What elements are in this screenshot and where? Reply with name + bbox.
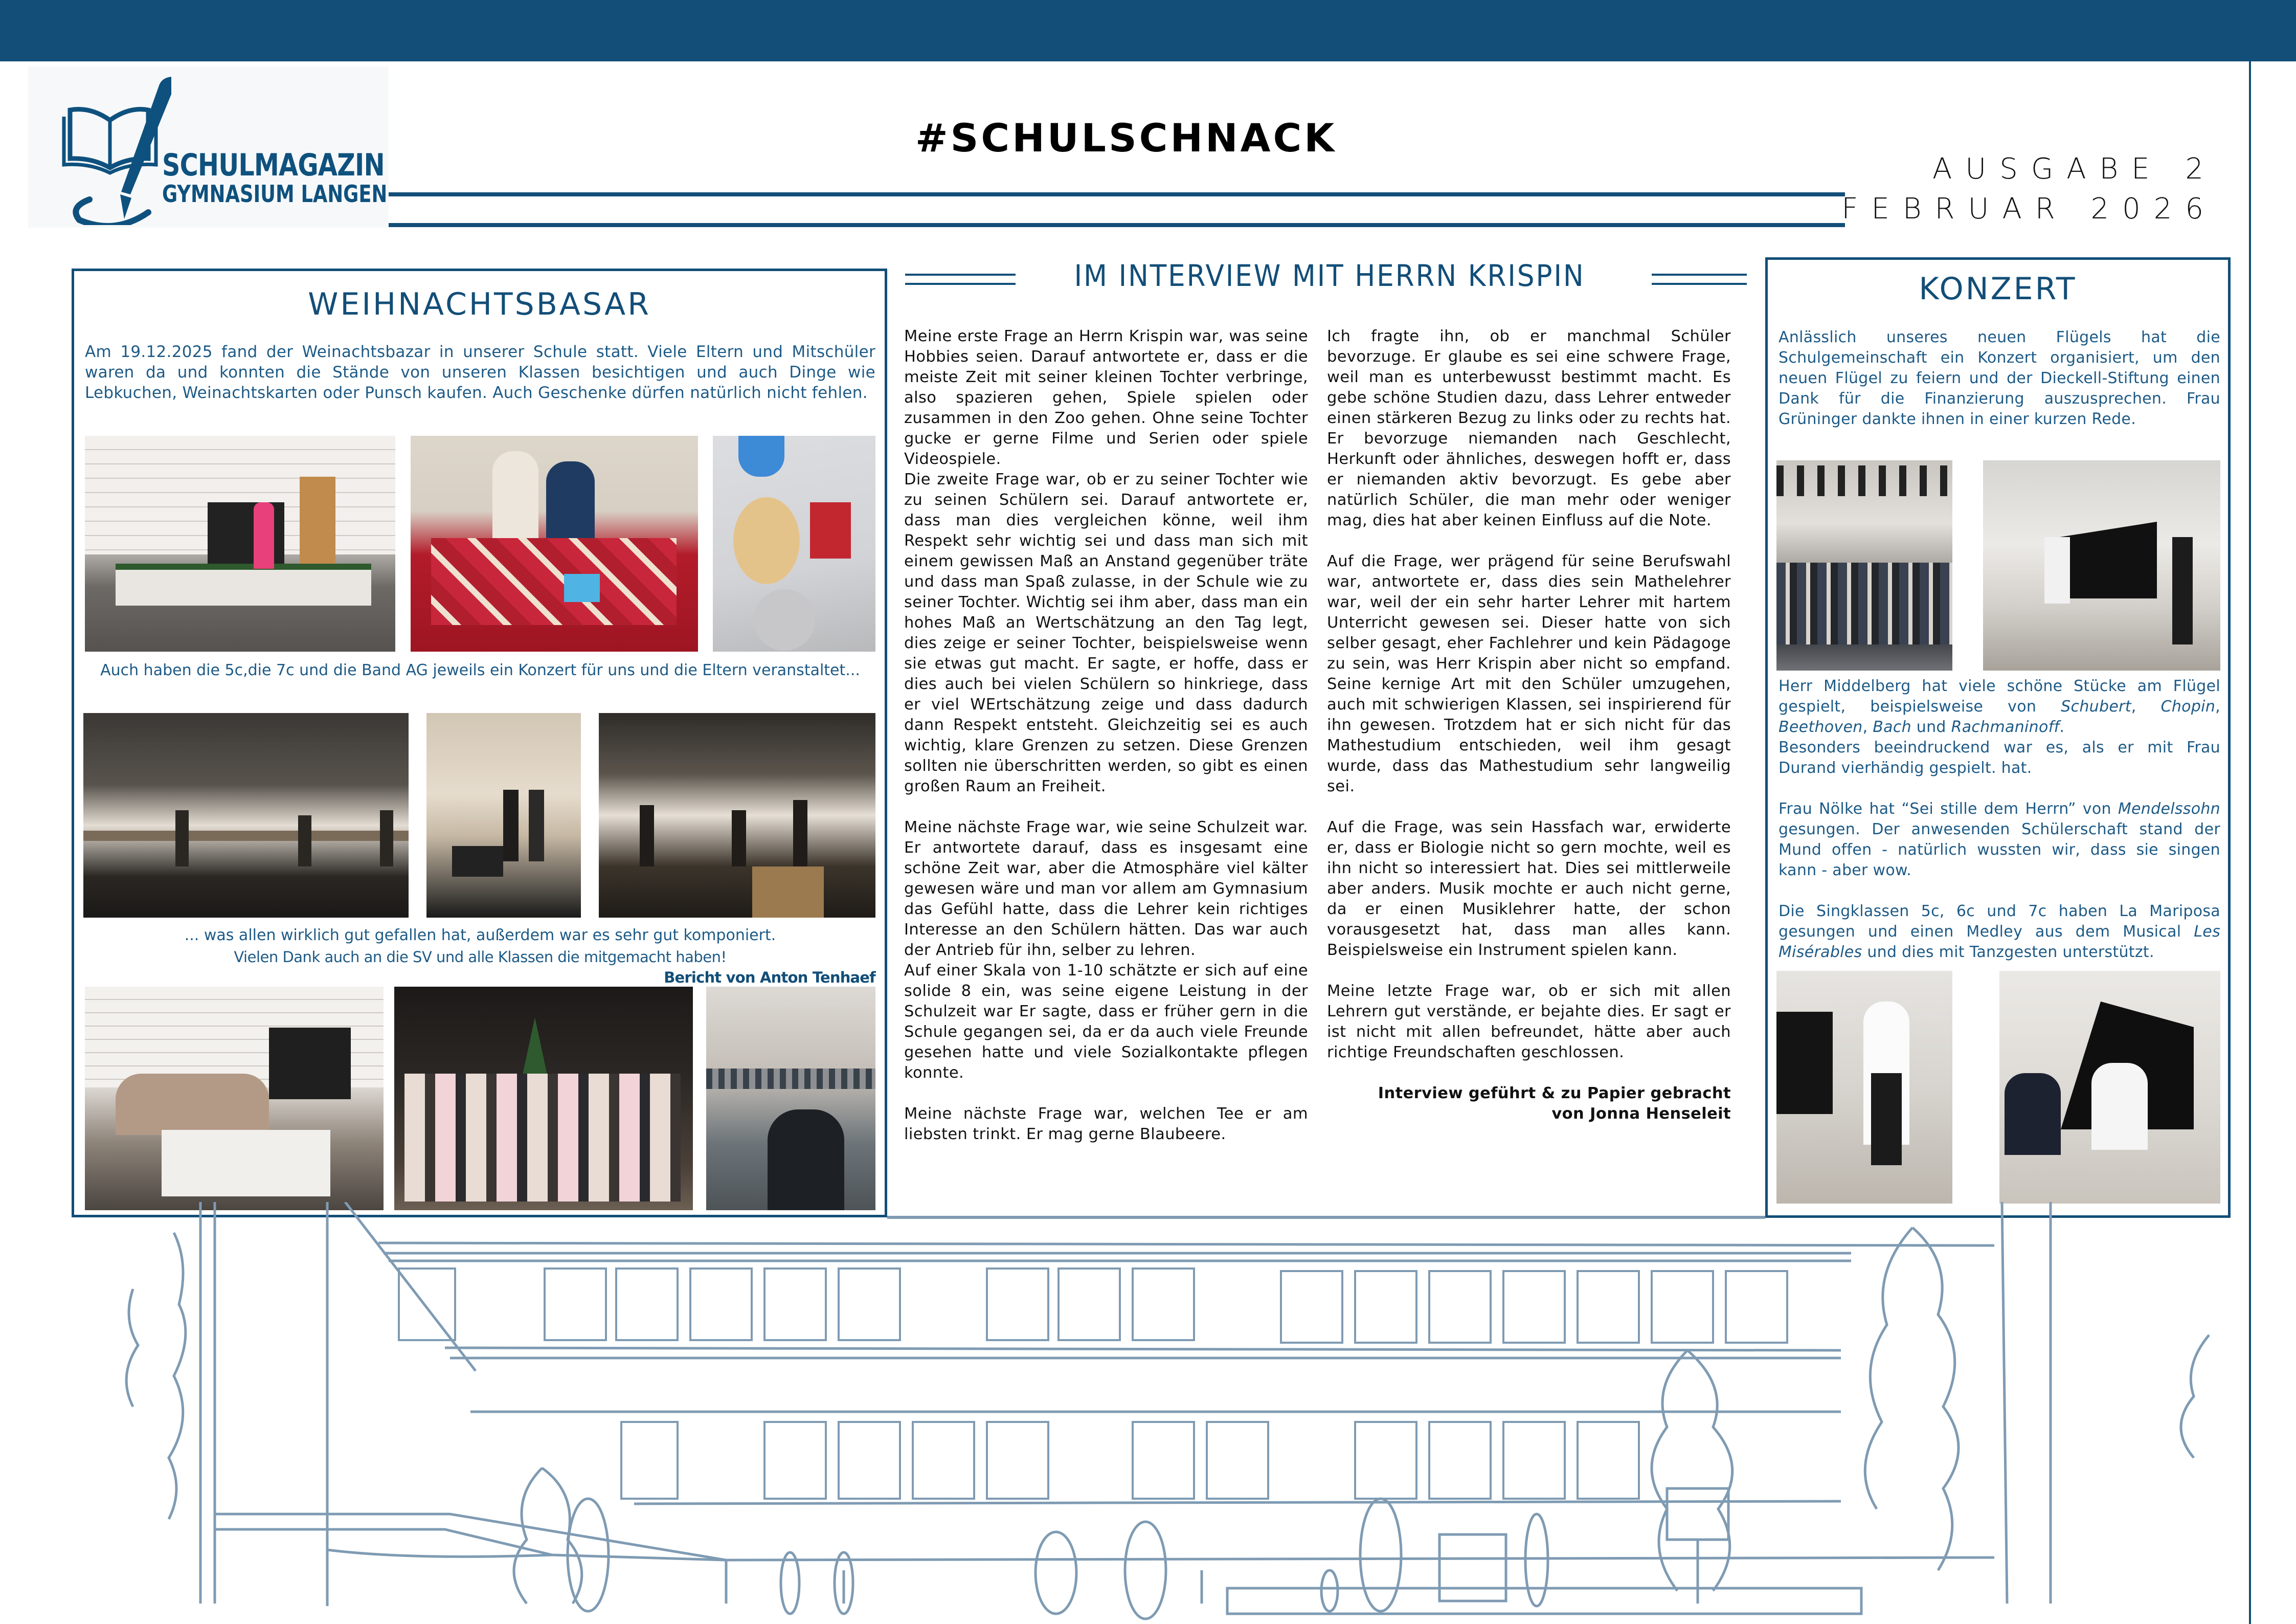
photo-stage-band (83, 713, 409, 918)
weihnachtsbasar-byline: Bericht von Anton Tenhaef (664, 969, 875, 986)
photo-students-group (394, 987, 693, 1210)
photo-students-table (85, 987, 384, 1210)
magazine-title: #SCHULSCHNACK (915, 115, 1337, 161)
konzert-paragraph-1: Anlässlich unseres neuen Flügels hat die Schulgemeinschaft ein Konzert organisiert, um den neuen Flügel zu feiern und der Dieckell-Stiftung einen Dank für die Finanzierung auszusprechen. Frau Grüninger dankte ihnen in einer kurzen Rede. (1779, 328, 2220, 428)
interview-paragraph: Meine nächste Frage war, welchen Tee er am liebsten trinkt. Er mag gerne Blaubeere. (904, 1105, 1308, 1143)
weihnachtsbasar-caption-thanks-1: ... was allen wirklich gut gefallen hat, außerdem war es sehr gut komponiert. (184, 926, 776, 944)
photo-stage-band-wide (599, 713, 875, 918)
interview-byline: Interview geführt & zu Papier gebracht von Jonna Henseleit (1378, 1084, 1731, 1123)
masthead-rule-bottom (389, 223, 1845, 227)
school-magazine-logo (28, 66, 389, 228)
konzert-paragraph-4 (1779, 901, 2220, 963)
interview-column-1 (904, 326, 1308, 1145)
masthead-rule-top (389, 192, 1845, 196)
photo-stage-singers (426, 713, 581, 918)
photo-hallway-crowd (706, 987, 875, 1210)
interview-title-rule (1652, 283, 1747, 285)
composer-name: Bach (1873, 718, 1911, 736)
interview-paragraph: Meine erste Frage an Herrn Krispin war, was seine Hobbies seien. Darauf antwortete er, dass er die meiste Zeit mit seiner kleinen Tochter verbringe, also spazieren gehen, Spiele spielen oder zusammen in den Zoo gehen. Ohne seine Tochter gucke er gerne Filme und Serien oder spiele Videospiele. (904, 327, 1308, 468)
konzert-p2-and: und (1911, 718, 1951, 736)
konzert-p4-post: und dies mit Tanzgesten unterstützt. (1862, 943, 2154, 961)
interview-title-rule (905, 283, 1016, 285)
composer-name: Mendelssohn (2118, 800, 2220, 818)
weihnachtsbasar-caption-concert: Auch haben die 5c,die 7c und die Band AG jeweils ein Konzert für uns und die Eltern veranstaltet... (100, 661, 860, 679)
interview-paragraph: Meine letzte Frage war, ob er sich mit allen Lehrern gut verstände, er bejahte dies. Er sagt er ist nicht mit allen befreundet, hätte aber auch richtige Freundschaften geschlossen. (1327, 982, 1731, 1061)
interview-paragraph: Die zweite Frage war, ob er zu seiner Tochter wie zu seinen Schülern sei. Darauf antwortete er, dass man dies vergleichen könne, weil ihm Respekt sehr wichtig sei und dass man sich mit einem gewissen Maß an Anstand gegenüber träte und dass man Spaß zulasse, in der Schule wie zu seiner Tochter. Wichtig sei ihm aber, dass man ein hohes Maß an Wertschätzung an den Tag legt, dies zeige er seiner Tochter, beispielsweise wenn sie etwas gut macht. Er sagte, er hoffe, dass er dies auch bei vielen Schülern so hinkriege, dass er viel WErtschätzung zeige und dass dadurch dann Respekt entsteht. Gleichzeitig sei es auch wichtig, klare Grenzen zu setzen. Diese Grenzen sollten nie überschritten werden, so gibt es einen großen Raum an Freiheit. (904, 471, 1308, 795)
konzert-paragraph-2: Herr Middelberg hat viele schöne Stücke am Flügel gespielt, beispielsweise von Schubert, Chopin, Beethoven, Bach und Rachmaninoff. Besonders beeindruckend war es, als er mit Frau Durand vierhändig gespielt. hat. (1779, 676, 2220, 778)
photo-gift-table (411, 436, 698, 652)
photo-four-hands (1999, 971, 2220, 1204)
konzert-p2-text: Herr Middelberg hat viele schöne Stücke am Flügel gespielt, beispielsweise von (1779, 677, 2220, 716)
photo-market-stand (85, 436, 395, 652)
interview-title-rule (1652, 274, 1747, 276)
issue-info (1841, 149, 2217, 229)
interview-paragraph: Auf einer Skala von 1-10 schätzte er sich auf eine solide 8 ein, was seine eigene Leistung in der Schulzeit war Er sagte, dass er früher gern in die Schule gegangen sei, da er da auch viele Freunde gesehen hatte und viele Sozialkontakte pflegen konnte. (904, 962, 1308, 1082)
book-and-pen-icon (59, 72, 171, 225)
composer-name: Schubert (2061, 698, 2131, 716)
issue-number: AUSGABE 2 (1932, 152, 2217, 186)
school-building-illustration (0, 1202, 2296, 1624)
interview-paragraph: Meine nächste Frage war, wie seine Schulzeit war. Er antwortete darauf, dass es insgesamt eine schöne Zeit war, aber die Atmosphäre viel kälter gewesen wäre und man vor allem am Gymnasium das Gefühl hatte, dass die Lehrer kein richtiges Interesse an den Schülern hätten. Das war auch der Antrieb für ihn, selber zu lehren. (904, 818, 1308, 959)
interview-column-2 (1327, 326, 1731, 1124)
weihnachtsbasar-title: WEIHNACHTSBASAR (308, 286, 651, 322)
konzert-p2-post: Besonders beeindruckend war es, als er mit Frau Durand vierhändig gespielt. hat. (1779, 739, 2220, 777)
composer-name: Rachmaninoff (1951, 718, 2060, 736)
top-banner-bar (0, 0, 2296, 61)
interview-paragraph: Ich fragte ihn, ob er manchmal Schüler bevorzuge. Er glaube es sei eine schwere Frage, weil man es unterbewusst bestimmt macht. Es gebe schöne Studien dazu, dass Lehrer entweder einen stärkeren Bezug zu links oder zu rechts hat. Er bevorzuge niemanden nach Geschlecht, Herkunft oder ähnliches, deswegen hofft er, dass er niemanden aktiv bevorzugt. Es gebe aber natürlich Schüler, die man mehr oder weniger mag, dies hat aber keinen Einfluss auf die Note. (1327, 327, 1731, 529)
photo-piano-speaker (1983, 460, 2220, 671)
composer-name: Beethoven (1779, 718, 1863, 736)
konzert-paragraph-3 (1779, 799, 2220, 881)
konzert-p4-pre: Die Singklassen 5c, 6c und 7c haben La Mariposa gesungen und einen Medley aus dem Musical (1779, 902, 2220, 941)
issue-date: FEBRUAR 2026 (1841, 192, 2217, 226)
logo-title: SCHULMAGAZIN (162, 147, 385, 183)
interview-title: IM INTERVIEW MIT HERRN KRISPIN (1074, 258, 1585, 293)
weihnachtsbasar-caption-thanks-2: Vielen Dank auch an die SV und alle Klassen die mitgemacht haben! (234, 948, 727, 966)
interview-paragraph: Auf die Frage, wer prägend für seine Berufswahl war, antwortete er, dass dies sein Mathelehrer war, weil der ein sehr harter Lehrer mit hartem Unterricht gewesen sei. Dieser hatte von sich selber gesagt, eher Fachlehrer und kein Pädagoge zu sein, was Herr Krispin aber nicht so empfand. Seine kernige Art mit den Schüler umzugehen, auch mit schwierigen Klassen, sei inspirierend für ihn gewesen. Trotzdem hat er sich nicht für das Mathestudium entschieden, weil ihm gesagt wurde, dass das Mathestudium sehr langweilig sei. (1327, 552, 1731, 795)
composer-name: Chopin (2160, 698, 2216, 716)
weihnachtsbasar-intro: Am 19.12.2025 fand der Weinachtsbazar in unserer Schule statt. Viele Eltern und Mitschüler waren da und konnten die Stände von unseren Klassen besichtigen und auch Dinge wie Lebkuchen, Weinachtskarten oder Punsch kaufen. Auch Geschenke dürfen natürlich nicht fehlen. (85, 343, 875, 402)
konzert-title: KONZERT (1919, 271, 2077, 307)
logo-subtitle: GYMNASIUM LANGEN (162, 180, 388, 208)
photo-choir (1776, 460, 1952, 671)
interview-paragraph: Auf die Frage, was sein Hassfach war, erwiderte er, dass er Biologie nicht so gern mochte, weil es ihn nicht so interessiert hat. Dies sei mittlerweile aber anders. Musik mochte er auch nicht gerne, da er einen Musiklehrer hatte, der schon vorausgesetzt hat, dass man alles kann. Beispielsweise ein Instrument spielen kann. (1327, 818, 1731, 959)
konzert-p3-post: gesungen. Der anwesenden Schülerschaft stand der Mund offen - natürlich wussten wir, dass sie singen kann - aber wow. (1779, 820, 2220, 879)
musical-name: Les Misérables (1779, 923, 2220, 961)
interview-title-rule (905, 274, 1016, 276)
photo-singer-piano (1776, 971, 1952, 1204)
konzert-p3-pre: Frau Nölke hat “Sei stille dem Herrn” von (1779, 800, 2118, 818)
photo-cookies (713, 436, 875, 652)
